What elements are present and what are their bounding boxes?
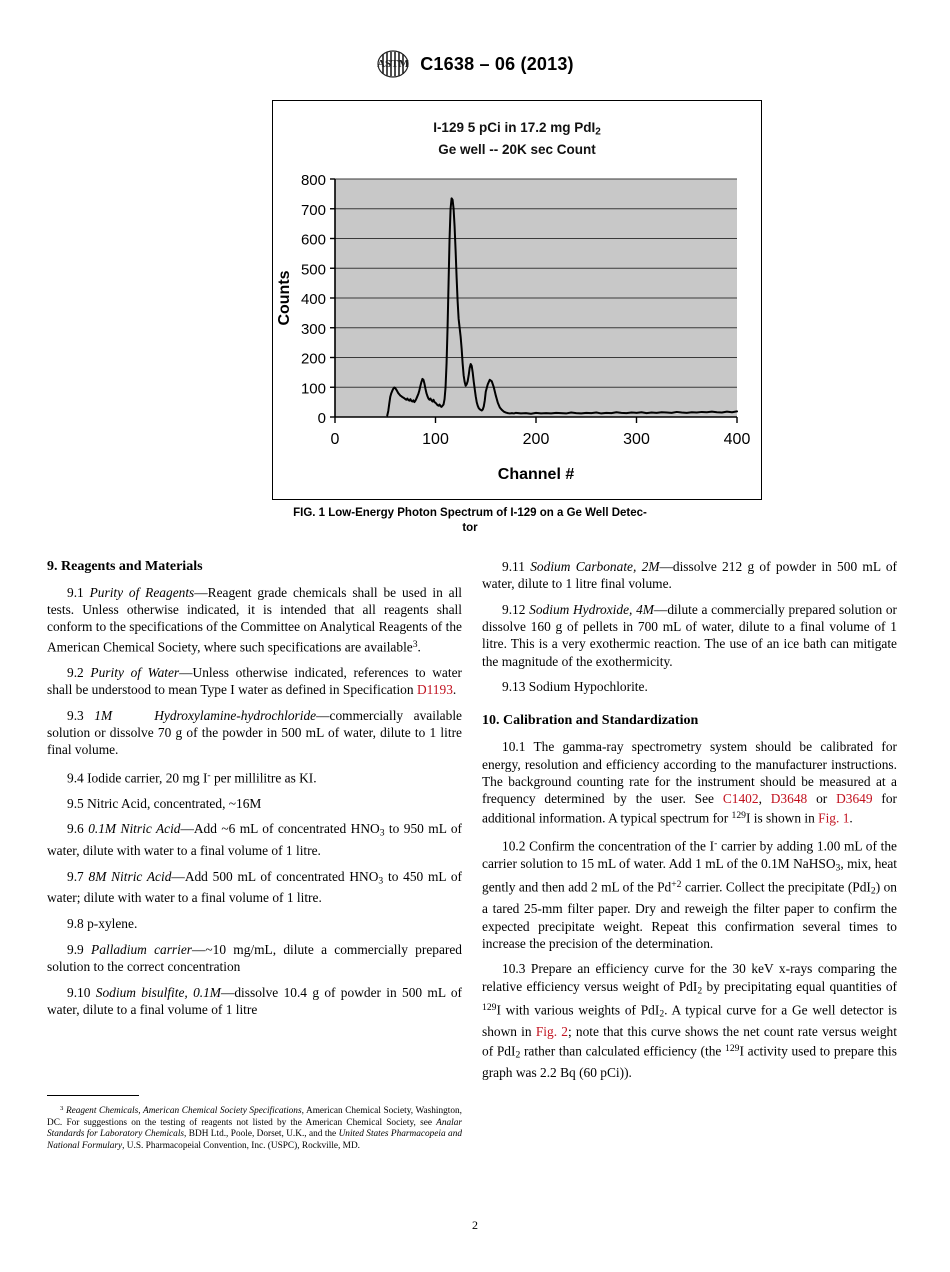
- pdi2-subscript: 2: [870, 886, 876, 898]
- svg-text:ASTM: ASTM: [377, 58, 410, 70]
- pdi2-subscript: 2: [697, 985, 703, 997]
- para-term: 0.1M Nitric Acid: [88, 821, 181, 837]
- para-term: Palladium carrier: [91, 941, 193, 957]
- para-number: 9.5: [67, 795, 84, 811]
- paragraph-9-13: [482, 678, 897, 695]
- document-designation: C1638 – 06 (2013): [420, 53, 574, 74]
- pdi2-subscript: 2: [515, 1050, 521, 1062]
- para-term: Sodium Carbonate, 2M: [530, 559, 660, 574]
- section-10-heading: 10. Calibration and Standardization: [482, 713, 699, 729]
- y-axis-tick-label: 600: [300, 231, 326, 249]
- para-number: 10.2: [502, 838, 526, 854]
- para-term: 1M Hydroxylamine-hydrochloride: [94, 707, 317, 723]
- reference-d3648[interactable]: D3648: [770, 791, 808, 807]
- para-number: 10.1: [502, 739, 526, 755]
- iodine-129-mass: 129: [482, 1002, 497, 1014]
- para-number: 9.13: [502, 679, 526, 695]
- iodide-charge: -: [207, 769, 211, 781]
- x-axis-tick-label: 400: [723, 431, 751, 448]
- figure-caption-line1: FIG. 1 Low-Energy Photon Spectrum of I-129 on a Ge Well Detec-: [293, 507, 647, 519]
- page-number: 2: [472, 1218, 478, 1232]
- chart-title-line2: Ge well -- 20K sec Count: [438, 141, 596, 157]
- paragraph-9-6: 9.6 0.1M Nitric Acid—Add ~6 mL of concentrated $HNO_3$ to 950 mL of water, dilute with water to a final volume of 1 litre.: [47, 821, 462, 858]
- footnote-block: [47, 1095, 462, 1152]
- y-axis-tick-label: 700: [300, 201, 326, 219]
- page-header: [0, 50, 950, 78]
- chart-title-line1: I-129 5 pCi in 17.2 mg PdI$_2$: [433, 120, 601, 138]
- iodine-129-mass: 129: [725, 1043, 740, 1055]
- y-axis-tick-label: 100: [300, 380, 326, 398]
- section-9-heading: 9. Reagents and Materials: [47, 559, 203, 574]
- paragraph-9-4: 9.4 Iodide carrier, 20 mg I- per millilitre as KI.: [67, 769, 317, 785]
- x-axis-title: Channel #: [497, 466, 575, 483]
- paragraph-9-7: 9.7 8M Nitric Acid—Add 500 mL of concentrated $HNO_3$ to 450 mL of water; dilute with water to a final volume of 1 litre.: [47, 868, 462, 906]
- footnote-3-text: $^3$ Reagent Chemicals, American Chemical Society Specifications, American Chemical Society, Washington, DC. For suggestions on the testing of reagents not listed by the American Chemical Society, see Analar Standards for Laboratory Chemicals, BDH Ltd., Poole, Dorset, U.K., and the United States Pharmacopeia and National Formulary, U.S. Pharmacopeial Convention, Inc. (USPC), Rockville, MD.: [47, 1105, 463, 1151]
- y-axis-tick-label: 0: [317, 410, 326, 427]
- y-axis-tick-label: 200: [300, 350, 326, 368]
- paragraph-9-10: 9.10 Sodium bisulfite, 0.1M—dissolve 10.4 g of powder in 500 mL of water, dilute to a final volume of 1 litre: [47, 984, 462, 1017]
- x-axis-tick-label: 100: [422, 431, 449, 448]
- para-number: 9.1: [67, 585, 84, 600]
- para-number: 9.12: [502, 601, 526, 617]
- para-number: 9.9: [67, 941, 84, 957]
- iodide-charge: -: [714, 838, 718, 850]
- nahso3-subscript: 3: [835, 862, 841, 874]
- pd-charge: +2: [671, 879, 682, 891]
- paragraph-10-1: 10.1 The gamma-ray spectrometry system should be calibrated for energy, resolution and efficiency according to the manufacturer instructions. The background counting rate for the instrument should be measured at a frequency determined by the user. See C1402, D3648 or D3649 for additional information. A typical spectrum for $^{129}$I is shown in Fig. 1.: [482, 739, 897, 826]
- chart-canvas: [273, 169, 761, 489]
- paragraph-10-3: 10.3 Prepare an efficiency curve for the 30 keV x-rays comparing the relative efficiency versus weight of PdI$_2$ by precipitating equal quantities of $^{129}$I with various weights of PdI$_2$. A typical curve for a Ge well detector is shown in Fig. 2; note that this curve shows the net count rate versus weight of PdI$_2$ rather than calculated efficiency (the $^{129}$I activity used to prepare this graph was 2.2 Bq (60 pCi)).: [482, 961, 897, 1081]
- x-axis-tick-label: 0: [330, 431, 340, 448]
- reference-d3649[interactable]: D3649: [836, 791, 873, 807]
- paragraph-9-5: 9.5 Nitric Acid, concentrated, ~16M: [67, 795, 262, 811]
- para-number: 9.6: [67, 821, 84, 837]
- paragraph-9-11: 9.11 Sodium Carbonate, 2M—dissolve 212 g of powder in 500 mL of water, dilute to 1 litre final volume.: [482, 559, 897, 592]
- footnote-number: 3: [60, 1105, 64, 1112]
- para-number: 9.7: [67, 868, 84, 884]
- hno3-subscript: 3: [379, 827, 385, 839]
- para-term: Sodium bisulfite, 0.1M: [95, 984, 221, 1000]
- y-axis-tick-label: 400: [300, 291, 326, 308]
- chart-title-subscript: 2: [595, 126, 601, 138]
- figure-1-caption: [235, 506, 705, 536]
- figure-caption-line2: tor: [462, 522, 478, 534]
- para-number: 9.11: [502, 559, 525, 574]
- paragraph-10-2: 10.2 Confirm the concentration of the I- carrier by adding 1.00 mL of the carrier solution to 15 mL of water. Add 1 mL of the 0.1M NaHSO$_3$, mix, heat gently and then add 2 mL of the $Pd^{+2}$ carrier. Collect the precipitate (PdI$_2$) on a tared 25-mm filter paper. Dry and reweigh the filter paper to confirm the expected precipitate weight. Repeat this confirmation several times to increase the precision of the determination.: [482, 838, 898, 951]
- y-axis-tick-label: 800: [300, 172, 326, 189]
- spectrum-chart: [273, 169, 761, 489]
- y-axis-tick-label: 500: [300, 261, 326, 279]
- hno3-subscript: 3: [378, 875, 384, 887]
- reference-fig-2[interactable]: Fig. 2: [535, 1024, 568, 1040]
- reference-d1193[interactable]: D1193: [416, 681, 453, 697]
- para-term: 8M Nitric Acid: [88, 868, 172, 884]
- x-axis-tick-label: 200: [522, 431, 550, 448]
- iodine-129-mass: 129: [731, 810, 746, 822]
- chart-title: [273, 119, 761, 158]
- footnote-marker-3: 3: [412, 638, 418, 650]
- figure-1-container: [272, 100, 762, 500]
- paragraph-9-1: 9.1 Purity of Reagents—Reagent grade chemicals shall be used in all tests. Unless otherwise indicated, it is intended that all reagents shall conform to the specifications of the Committee on Analytical Reagents of the American Chemical Society, where such specifications are available$^3$.: [47, 585, 463, 654]
- para-number: 10.3: [502, 961, 526, 977]
- y-axis-title: Counts: [276, 270, 293, 326]
- reference-fig-1[interactable]: Fig. 1: [818, 810, 850, 826]
- footnote-divider: [47, 1095, 139, 1096]
- para-term: Purity of Water: [90, 664, 180, 680]
- reference-c1402[interactable]: C1402: [722, 791, 759, 807]
- paragraph-9-12: 9.12 Sodium Hydroxide, 4M—dilute a commercially prepared solution or dissolve 160 g of pellets in 700 mL of water, dilute to a final volume of 1 litre. This is a very exothermic reaction. The use of an ice bath can mitigate the magnitude of the exothermicity.: [482, 601, 897, 669]
- para-term: Purity of Reagents: [89, 585, 195, 600]
- paragraph-9-9: 9.9 Palladium carrier—~10 mg/mL, dilute a commercially prepared solution to the correct concentration: [47, 941, 462, 974]
- para-number: 9.10: [67, 984, 91, 1000]
- y-axis-tick-label: 300: [300, 320, 326, 338]
- paragraph-9-2: 9.2 Purity of Water—Unless otherwise indicated, references to water shall be understood to mean Type I water as defined in Specification D1193.: [47, 664, 462, 697]
- para-text: Sodium Hypochlorite.: [528, 679, 648, 695]
- astm-logo-icon: [376, 50, 410, 78]
- para-number: 9.8: [67, 916, 84, 932]
- para-term: Sodium Hydroxide, 4M: [529, 601, 654, 617]
- pdi2-subscript: 2: [659, 1009, 665, 1020]
- paragraph-9-3: 9.3 1M Hydroxylamine-hydrochloride—commercially available solution or dissolve 70 g of the powder in 500 mL of water, dilute to 1 litre final volume.: [47, 707, 462, 757]
- left-text-column: [47, 558, 462, 1018]
- para-number: 9.3: [67, 707, 84, 723]
- para-number: 9.2: [67, 664, 84, 680]
- x-axis-tick-label: 300: [623, 431, 650, 448]
- paragraph-9-8: 9.8 p-xylene.: [67, 916, 138, 932]
- para-number: 9.4: [67, 769, 84, 785]
- right-text-column: [482, 558, 897, 1082]
